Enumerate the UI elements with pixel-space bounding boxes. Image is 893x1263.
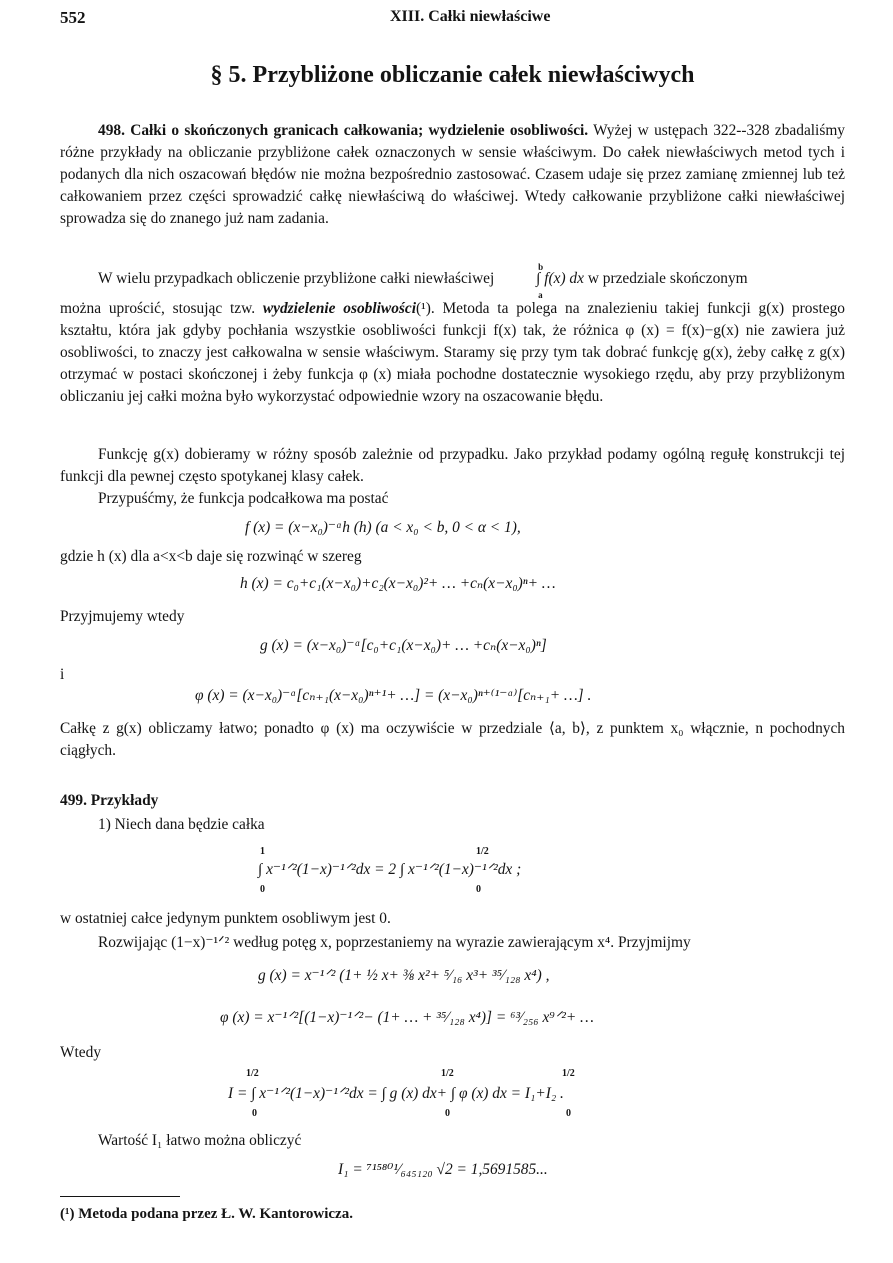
equation-I: I = ∫ x⁻¹ᐟ²(1−x)⁻¹ᐟ²dx = ∫ g (x) dx+ ∫ φ (x) dx = I₁+I₂ . xyxy=(228,1085,564,1102)
paragraph-method-body xyxy=(60,298,845,408)
paragraph-498 xyxy=(60,120,845,230)
paragraph-text: (¹). Metoda ta polega na znalezieniu takiej funkcji g(x) prostego kształtu, która jak gdyby pochłania wszystkie osobliwości funkcji f(x) tak, że różnica φ (x) = f(x)−g(x) nie zawiera już osobliwości, to znaczy jest całkowalna w sensie właściwym. Staramy się przy tym tak dobrać funkcję g(x), żeby całkę z g(x) otrzymać w postaci skończonej i żeby funkcja φ (x) miała pochodne dostatecznie wysokiego rzędu, aby przy przybliżonym obliczaniu jej całki można było wykorzystać odpowiednie wzory na oszacowanie błędu. xyxy=(60,300,845,405)
footnote: (¹) Metoda podana przez Ł. W. Kantorowicza. xyxy=(60,1206,353,1222)
integral-expression: ∫ f(x) dx xyxy=(536,270,584,287)
integral-lower-limit: 0 xyxy=(260,884,265,895)
footnote-divider xyxy=(60,1196,180,1197)
paragraph-then-2: Wtedy xyxy=(60,1044,102,1061)
paragraph-text: W wielu przypadkach obliczenie przybliżone całki niewłaściwej xyxy=(98,270,495,287)
equation-integral-1: ∫ x⁻¹ᐟ²(1−x)⁻¹ᐟ²dx = 2 ∫ x⁻¹ᐟ²(1−x)⁻¹ᐟ²dx ; xyxy=(258,861,522,878)
equation-phi-example: φ (x) = x⁻¹ᐟ²[(1−x)⁻¹ᐟ²− (1+ … + ³⁵⁄₁₂₈ x⁴)] = ⁶³⁄₂₅₆ x⁹ᐟ²+ … xyxy=(220,1009,594,1026)
paragraph-expansion: Rozwijając (1−x)⁻¹ᐟ² według potęg x, poprzestaniemy na wyrazie zawierającym x⁴. Przyjmijmy xyxy=(98,934,691,951)
paragraph-value-I1: Wartość I₁ łatwo można obliczyć xyxy=(98,1132,302,1149)
integral-lower-limit: a xyxy=(538,290,543,300)
paragraph-series: gdzie h (x) dla a<x<b daje się rozwinąć w szereg xyxy=(60,548,362,565)
paragraph-and: i xyxy=(60,666,65,683)
inline-integral xyxy=(498,262,584,300)
paragraph-lead: 498. Całki o skończonych granicach całkowania; wydzielenie osobliwości. xyxy=(98,122,589,139)
paragraph-then: Przyjmujemy wtedy xyxy=(60,608,185,625)
integral-upper-limit: 1/2 xyxy=(441,1068,454,1079)
paragraph-assumption: Przypuśćmy, że funkcja podcałkowa ma postać xyxy=(98,490,389,507)
integral-upper-limit: 1/2 xyxy=(476,846,489,857)
term-emphasis: wydzielenie osobliwości xyxy=(262,300,416,317)
integral-upper-limit: 1 xyxy=(260,846,265,857)
paragraph-text: Wyżej w ustępach 322--328 zbadaliśmy różne przykłady na obliczanie przybliżone całek oznaczonych w sensie właściwym. Do całek niewłaściwych metod tych i podanych dla nich oszacowań błędów nie można bezpośrednio zastosować. Czasem udaje się przez zamianę zmiennej lub też całkowaniem przez części sprowadzić całkę niewłaściwą do właściwej. Wtedy całkowanie przybliżone całki niewłaściwej sprowadza się do znanego już nam zadania. xyxy=(60,122,845,227)
integral-lower-limit: 0 xyxy=(445,1108,450,1119)
paragraph-example-1: 1) Niech dana będzie całka xyxy=(98,816,265,833)
paragraph-text: można uprościć, stosując tzw. xyxy=(60,300,256,317)
paragraph-method-intro xyxy=(60,262,845,300)
equation-phi: φ (x) = (x−x₀)⁻ᵅ[cₙ₊₁(x−x₀)ⁿ⁺¹+ …] = (x−x₀)ⁿ⁺⁽¹⁻ᵅ⁾[cₙ₊₁+ …] . xyxy=(195,687,592,704)
paragraph-text: w przedziale skończonym xyxy=(587,270,748,287)
paragraph-function-choice: Funkcję g(x) dobieramy w różny sposób zależnie od przypadku. Jako przykład podamy ogólną regułę konstrukcji tej funkcji dla pewnej często spotykanej klasy całek. xyxy=(60,446,845,485)
integral-lower-limit: 0 xyxy=(252,1108,257,1119)
equation-h: h (x) = c₀+c₁(x−x₀)+c₂(x−x₀)²+ … +cₙ(x−x₀)ⁿ+ … xyxy=(240,575,556,592)
equation-g: g (x) = (x−x₀)⁻ᵅ[c₀+c₁(x−x₀)+ … +cₙ(x−x₀)ⁿ] xyxy=(260,637,547,654)
integral-lower-limit: 0 xyxy=(566,1108,571,1119)
section-title: § 5. Przybliżone obliczanie całek niewłaściwych xyxy=(210,62,695,88)
paragraph-singular-point: w ostatniej całce jedynym punktem osobliwym jest 0. xyxy=(60,910,391,927)
page-number: 552 xyxy=(60,8,86,27)
integral-lower-limit: 0 xyxy=(476,884,481,895)
equation-I1: I₁ = ⁷¹⁵⁸⁰¹⁄₆₄₅₁₂₀ √2 = 1,5691585... xyxy=(338,1161,548,1178)
integral-upper-limit: 1/2 xyxy=(246,1068,259,1079)
integral-upper-limit: b xyxy=(538,262,544,272)
running-head: XIII. Całki niewłaściwe xyxy=(390,8,551,25)
equation-g-example: g (x) = x⁻¹ᐟ² (1+ ½ x+ ⅜ x²+ ⁵⁄₁₆ x³+ ³⁵⁄₁₂₈ x⁴) , xyxy=(258,967,550,984)
page-header xyxy=(60,8,845,32)
equation-f: f (x) = (x−x₀)⁻ᵅh (h) (a < x₀ < b, 0 < α < 1), xyxy=(245,519,521,536)
paragraph-conclusion: Całkę z g(x) obliczamy łatwo; ponadto φ (x) ma oczywiście w przedziale ⟨a, b⟩, z punktem x₀ włącznie, n pochodnych ciągłych. xyxy=(60,720,845,759)
integral-upper-limit: 1/2 xyxy=(562,1068,575,1079)
section-examples: 499. Przykłady xyxy=(60,792,159,809)
